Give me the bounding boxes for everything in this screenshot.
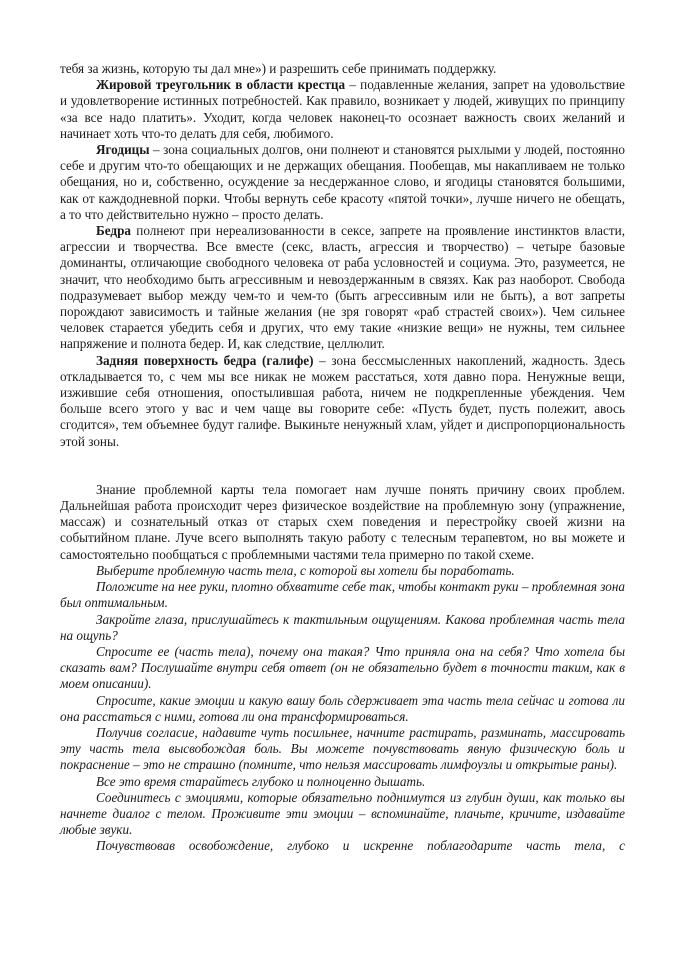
paragraph-text: Выберите проблемную часть тела, с которой вы хотели бы поработать. xyxy=(96,562,515,578)
paragraph-lead-bold: Ягодицы xyxy=(96,142,150,158)
paragraph-text: тебя за жизнь, которую ты дал мне») и разрешить себе принимать поддержку. xyxy=(60,61,497,76)
paragraph xyxy=(60,612,625,644)
paragraph-text: Положите на нее руки, плотно обхватите себе так, чтобы контакт руки – проблемная зона был оптимальным. xyxy=(60,579,625,611)
paragraph-lead-bold: Задняя поверхность бедра (галифе) xyxy=(96,352,314,368)
paragraph xyxy=(60,774,625,790)
paragraph xyxy=(60,482,625,563)
paragraph xyxy=(60,838,625,854)
paragraph xyxy=(60,693,625,725)
paragraph xyxy=(60,61,625,77)
paragraph-text: Соединитесь с эмоциями, которые обязательно поднимутся из глубин души, как только вы начнете диалог с телом. Проживите эти эмоции – вспоминайте, плачьте, кричите, издавайте любые звуки. xyxy=(60,789,625,838)
paragraph-text: – подавленные желания, запрет на удовольствие и удовлетворение истинных потребностей. Как правило, возникает у людей, живущих по принципу «за все надо платить». Уходит, когда человек наконец-то осознает важность своих желаний и начинает хоть что-то делать для себя, любимого. xyxy=(60,77,625,141)
paragraph-text: Все это время старайтесь глубоко и полноценно дышать. xyxy=(96,773,426,789)
paragraph-text: – зона бессмысленных накоплений, жадность. Здесь откладывается то, с чем мы все никак не можем расстаться, хотя давно пора. Ненужные вещи, изжившие себя отношения, опостылившая работа, ничем не подкрепленные убеждения. Чем больше всего этого у вас и чем чаще вы говорите себе: «Пусть будет, пусть полежит, авось сгодится», тем объемнее будут галифе. Выкиньте ненужный хлам, уйдет и диспропорциональность этой зоны. xyxy=(60,352,625,449)
paragraph xyxy=(60,223,625,353)
paragraph-text: Спросите ее (часть тела), почему она такая? Что приняла она на себя? Что хотела бы сказать вам? Послушайте внутри себя ответ (он не обязательно будет в точности таким, как в моем описании). xyxy=(60,643,625,692)
paragraph xyxy=(60,563,625,579)
text-block xyxy=(60,61,625,855)
paragraph xyxy=(60,579,625,611)
paragraph xyxy=(60,790,625,839)
paragraph-lead-bold: Жировой треугольник в области крестца xyxy=(96,77,346,93)
paragraph xyxy=(60,644,625,693)
paragraph xyxy=(60,77,625,142)
paragraph-text: – зона социальных долгов, они полнеют и становятся рыхлыми у людей, постоянно себе и другим что-то обещающих и не держащих обещания. Пообещав, мы накапливаем не только обещания, но и, собственно, осуждение за несдержанное слово, и ягодицы становятся большими, как от каждодневной порки. Чтобы вернуть себе красоту «пятой точки», лучше ничего не обещать, а то что действительно нужно – просто делать. xyxy=(60,142,625,222)
paragraph xyxy=(60,353,625,450)
paragraph xyxy=(60,725,625,774)
paragraph-text: Спросите, какие эмоции и какую вашу боль сдерживает эта часть тела сейчас и готова ли она расстаться с ними, готова ли она трансформироваться. xyxy=(60,692,625,724)
paragraph xyxy=(60,142,625,223)
paragraph-text: Знание проблемной карты тела помогает нам лучше понять причину своих проблем. Дальнейшая работа происходит через физическое воздействие на проблемную зону (упражнение, массаж) и сознательный отказ от старых схем поведения и перестройку своей жизни на событийном плане. Луче всего выполнять такую работу с телесным терапевтом, но вы можете и самостоятельно пообщаться с проблемными частями тела примерно по такой схеме. xyxy=(60,481,625,562)
paragraph-lead-bold: Бедра xyxy=(96,223,131,239)
paragraph-text: Закройте глаза, прислушайтесь к тактильным ощущениям. Какова проблемная часть тела на ощупь? xyxy=(60,611,625,643)
paragraph-text: полнеют при нереализованности в сексе, запрете на проявление инстинктов власти, агрессии и творчества. Все вместе (секс, власть, агрессия и творчество) – четыре базовые доминанты, отличающие свободного человека от раба условностей и социума. Это, разумеется, не значит, что необходимо быть агрессивным и невоздержанным в связях. Как раз наоборот. Свобода подразумевает выбор между чем-то и чем-то (быть агрессивным или не быть), а вот запреты порождают зависимость и тайные желания (не зря говорят «раб страстей своих»). Чем сильнее человек старается убедить себя и других, что ему такие «низкие вещи» не нужны, тем сильнее напряжение и полнота бедер. И, как следствие, целлюлит. xyxy=(60,223,625,352)
paragraph-text: Почувствовав освобождение, глубоко и искренне поблагодарите часть тела, с xyxy=(96,838,625,854)
paragraph-text: Получив согласие, надавите чуть посильнее, начните растирать, разминать, массировать эту часть тела высвобождая боль. Вы можете почувствовать явную физическую боль и покраснение – это не страшно (помните, что нельзя массировать лимфоузлы и открытые раны). xyxy=(60,724,625,773)
